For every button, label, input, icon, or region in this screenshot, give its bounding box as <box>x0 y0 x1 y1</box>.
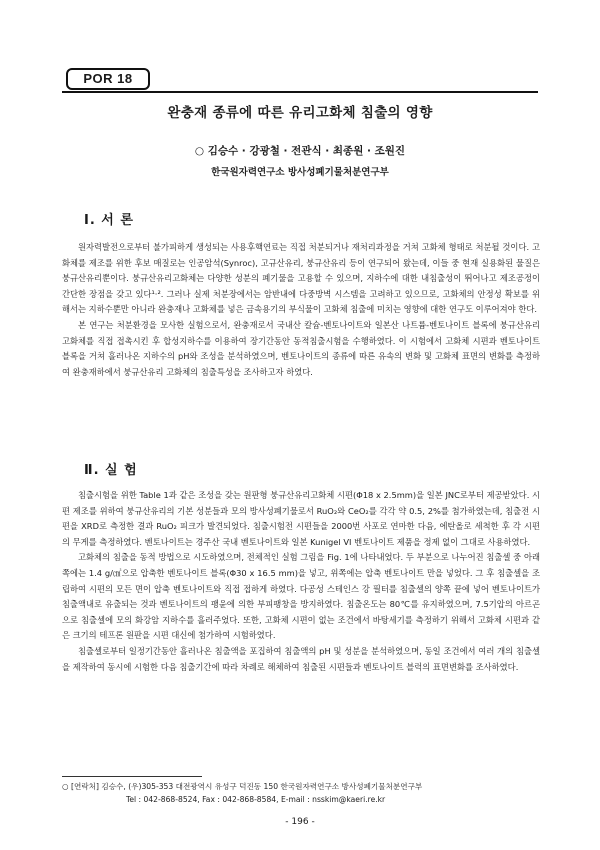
session-badge: POR 18 <box>66 68 150 90</box>
page-number: - 196 - <box>285 817 315 827</box>
paragraph: 고화체의 침출을 동적 방법으로 시도하였으며, 전체적인 실험 그림을 Fig. 1에 나타내었다. 두 부분으로 나누어진 침출셀 중 아래쪽에는 1.4 g/㎤으로 압축한 벤토나이트 블록(Φ30 x 16.5 mm)을 넣고, 위쪽에는 압축 벤토나이트 만을 넣었다. 그 후 침출셀을 조립하여 시편의 모든 면이 압축 벤토나이트와 직접 접하게 하였다. 다공성 스테인스 강 필터를 침출셀의 양쪽 끝에 넣어 벤토나이트가 침출액내로 유출되는 것과 벤토나이트의 팽윤에 의한 부피팽창을 방지하였다. 침출온도는 80℃를 유지하였으며, 7.5기압의 아르곤으로 침출셀에 모의 화강암 지하수를 흘러주었다. 또한, 고화체 시편이 없는 조건에서 바탕세기를 측정하기 위해서 고화체 시편과 같은 크기의 테프론 원판을 시편 대신에 첨가하여 시험하였다. <box>62 552 540 641</box>
experiment-body <box>62 488 540 675</box>
footnote-rule <box>62 776 202 777</box>
affiliation: 한국원자력연구소 방사성폐기물처분연구부 <box>211 167 389 178</box>
introduction-body <box>62 240 540 380</box>
section-heading-introduction: Ⅰ. 서 론 <box>84 213 134 228</box>
header-rule <box>62 91 538 93</box>
paragraph: 본 연구는 처분환경을 모사한 실험으로서, 완충재로서 국내산 칼슘-벤토나이트와 일본산 나트륨-벤토나이트 블록에 붕규산유리고화체를 직접 접촉시킨 후 합성지하수를 이용하여 장기간동안 동적침출시험을 수행하였다. 이 시험에서 고화체 시편과 벤토나이트 블록을 거쳐 흘러나온 지하수의 pH와 조성을 분석하였으며, 벤토나이트의 종류에 따른 유속의 변화 및 고화체 표면의 변화를 측정하여 완충재하에서 붕규산유리 고화체의 침출특성을 조사하고자 하였다. <box>62 319 540 377</box>
footnote-tel: Tel : 042-868-8524, Fax : 042-868-8584, E-mail : nsskim@kaeri.re.kr <box>126 795 386 804</box>
paragraph: 침출셀로부터 일정기간동안 흘러나온 침출액을 포집하여 침출액의 pH 및 성분을 분석하였으며, 동일 조건에서 여러 개의 침출셀을 제작하여 동시에 시험한 다음 침출기간에 따라 차례로 해체하여 침출된 시편들과 벤토나이트 블럭의 표면변화를 조사하였다. <box>62 645 540 672</box>
author-list: ○ 김승수 · 강광철 · 전관식 · 최종원 · 조원진 <box>194 145 406 157</box>
paragraph: 침출시험을 위한 Table 1과 같은 조성을 갖는 원판형 붕규산유리고화체 시편(Φ18 x 2.5mm)을 일본 JNC로부터 제공받았다. 시편 제조를 위하여 붕규산유리의 기본 성분들과 모의 방사성폐기물로서 RuO₂와 CeO₂를 각각 약 0.5, 2%를 첨가하였는데, 침출전 시편을 XRD로 측정한 결과 RuO₂ 피크가 발견되었다. 침출시험전 시편들을 2000번 사포로 연마한 다음, 에탄올로 세척한 후 각 시편의 무게를 측정하였다. 벤토나이트는 경주산 국내 벤토나이트와 일본 Kunigel VI 벤토나이트 제품을 정제 없이 그대로 사용하였다. <box>62 490 540 547</box>
section-heading-experiment: Ⅱ. 실 험 <box>84 463 138 478</box>
paper-title: 완충재 종류에 따른 유리고화체 침출의 영향 <box>167 105 433 121</box>
footnote-contact: ○ [연락처] 김승수, (우)305-353 대전광역시 유성구 덕진동 150 한국원자력연구소 방사성폐기물처분연구부 <box>62 782 423 791</box>
paragraph: 원자력발전으로부터 불가피하게 생성되는 사용후핵연료는 직접 처분되거나 재처리과정을 거쳐 고화체 형태로 처분될 것이다. 고화체를 제조를 위한 후보 매질로는 인공암석(Synroc), 고규산유리, 붕규산유리 등이 연구되어 왔는데, 이들 중 현재 실용화된 물질은 붕규산유리뿐이다. 붕규산유리고화체는 다양한 성분의 폐기물을 고용할 수 있으며, 지하수에 대한 내침출성이 뛰어나고 제조공정이 간단한 장점을 갖고 있다¹·². 그러나 실제 처분장에서는 암반내에 다중방벽 시스템을 고려하고 있으므로, 고화체의 안정성 확보를 위해서는 지하수뿐만 아니라 완충재나 고화체를 넣은 금속용기의 부식물이 고화체 침출에 미치는 영향에 대한 연구도 이루어져야 한다. <box>62 242 540 315</box>
footnote <box>62 780 542 806</box>
